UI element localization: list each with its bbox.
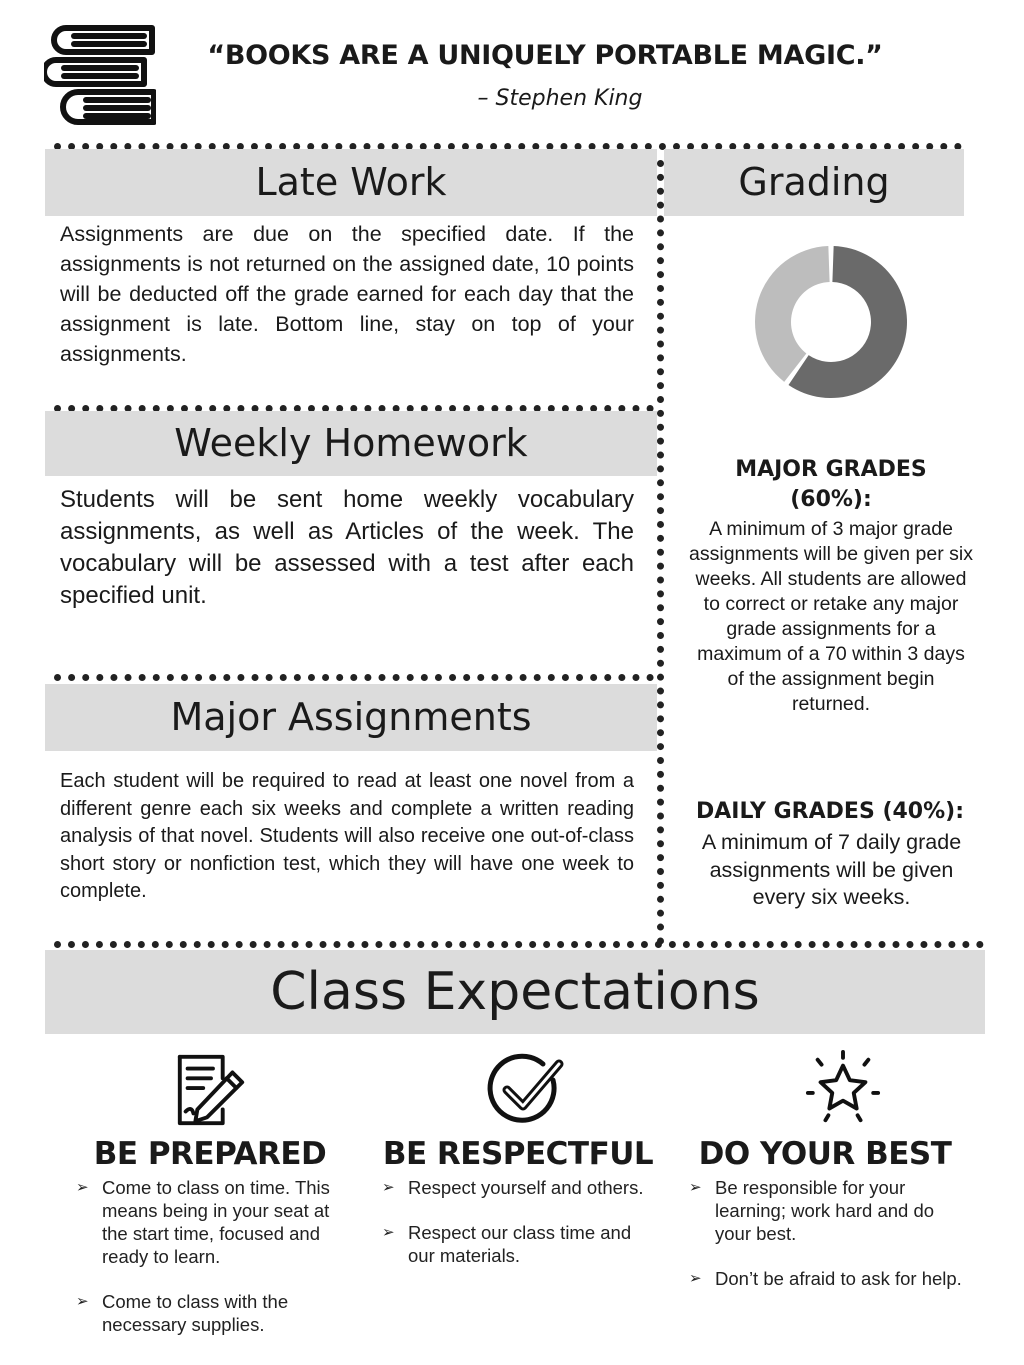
grading-header — [664, 149, 964, 216]
checklist-pencil-icon — [172, 1051, 250, 1129]
weekly-homework-header — [45, 411, 657, 476]
major-grades-text: A minimum of 3 major grade assignments will be given per six weeks. All students are allowed to correct or retake any major grade assignments for a maximum of a 70 within 3 days of the assignment begin returned. — [689, 518, 973, 715]
be-prepared-list — [72, 1176, 348, 1358]
arrow-bullet-icon: ➢ — [382, 1224, 395, 1241]
late-work-title: Late Work — [255, 160, 447, 204]
daily-grades-heading: DAILY GRADES (40%): — [695, 799, 965, 824]
arrow-bullet-icon: ➢ — [689, 1270, 702, 1287]
books-stack-icon — [44, 22, 156, 130]
list-item: ➢ Don’t be afraid to ask for help. — [689, 1268, 962, 1289]
daily-grades-text: A minimum of 7 daily grade assignments will be given every six weeks. — [701, 830, 962, 909]
major-grades-heading: MAJOR GRADES (60%): — [735, 457, 927, 512]
sparkle-star-icon — [804, 1050, 882, 1128]
arrow-bullet-icon: ➢ — [76, 1293, 89, 1310]
arrow-bullet-icon: ➢ — [382, 1179, 395, 1196]
class-expectations-header — [45, 950, 985, 1034]
be-respectful-heading: BE RESPECTFUL — [382, 1136, 654, 1172]
list-item: ➢ Come to class on time. This means being in your seat at the start time, focused and ready to learn. — [76, 1177, 330, 1267]
grading-title: Grading — [738, 160, 890, 204]
class-expectations-title: Class Expectations — [270, 962, 760, 1022]
list-item: ➢ Come to class with the necessary supplies. — [76, 1291, 289, 1335]
major-assignments-title: Major Assignments — [170, 695, 532, 739]
list-item: ➢ Respect our class time and our materials. — [382, 1222, 632, 1266]
late-work-header — [45, 149, 657, 216]
arrow-bullet-icon: ➢ — [689, 1179, 702, 1196]
late-work-body: Assignments are due on the specified date. If the assignments is not returned on the assigned date, 10 points will be deducted off the grade earned for each day that the assignment is late. Bottom line, stay on top of your assignments. — [60, 222, 634, 366]
arrow-bullet-icon: ➢ — [76, 1179, 89, 1196]
weekly-homework-title: Weekly Homework — [174, 421, 528, 465]
do-your-best-list — [685, 1176, 967, 1312]
grading-donut-chart — [751, 242, 911, 402]
divider-major — [54, 674, 654, 681]
quote-attribution: – Stephen King — [477, 86, 643, 111]
weekly-homework-body: Students will be sent home weekly vocabulary assignments, as well as Articles of the week. The vocabulary will be assessed with a test after each specified unit. — [60, 486, 634, 609]
major-assignments-header — [45, 684, 657, 751]
list-item: ➢ Respect yourself and others. — [382, 1177, 644, 1198]
major-assignments-body: Each student will be required to read at least one novel from a different genre each six weeks and complete a written reading analysis of that novel. Students will also receive one out-of-class short story or nonfiction test, which they will have one week to complete. — [60, 770, 634, 902]
be-respectful-list — [378, 1176, 658, 1289]
divider-expectations — [54, 941, 984, 948]
do-your-best-heading: DO YOUR BEST — [698, 1136, 952, 1172]
header-quote: “BOOKS ARE A UNIQUELY PORTABLE MAGIC.” — [207, 40, 883, 71]
divider-vertical — [657, 160, 664, 945]
checkmark-circle-icon — [485, 1050, 569, 1130]
be-prepared-heading: BE PREPARED — [93, 1136, 327, 1172]
list-item: ➢ Be responsible for your learning; work hard and do your best. — [689, 1177, 935, 1244]
